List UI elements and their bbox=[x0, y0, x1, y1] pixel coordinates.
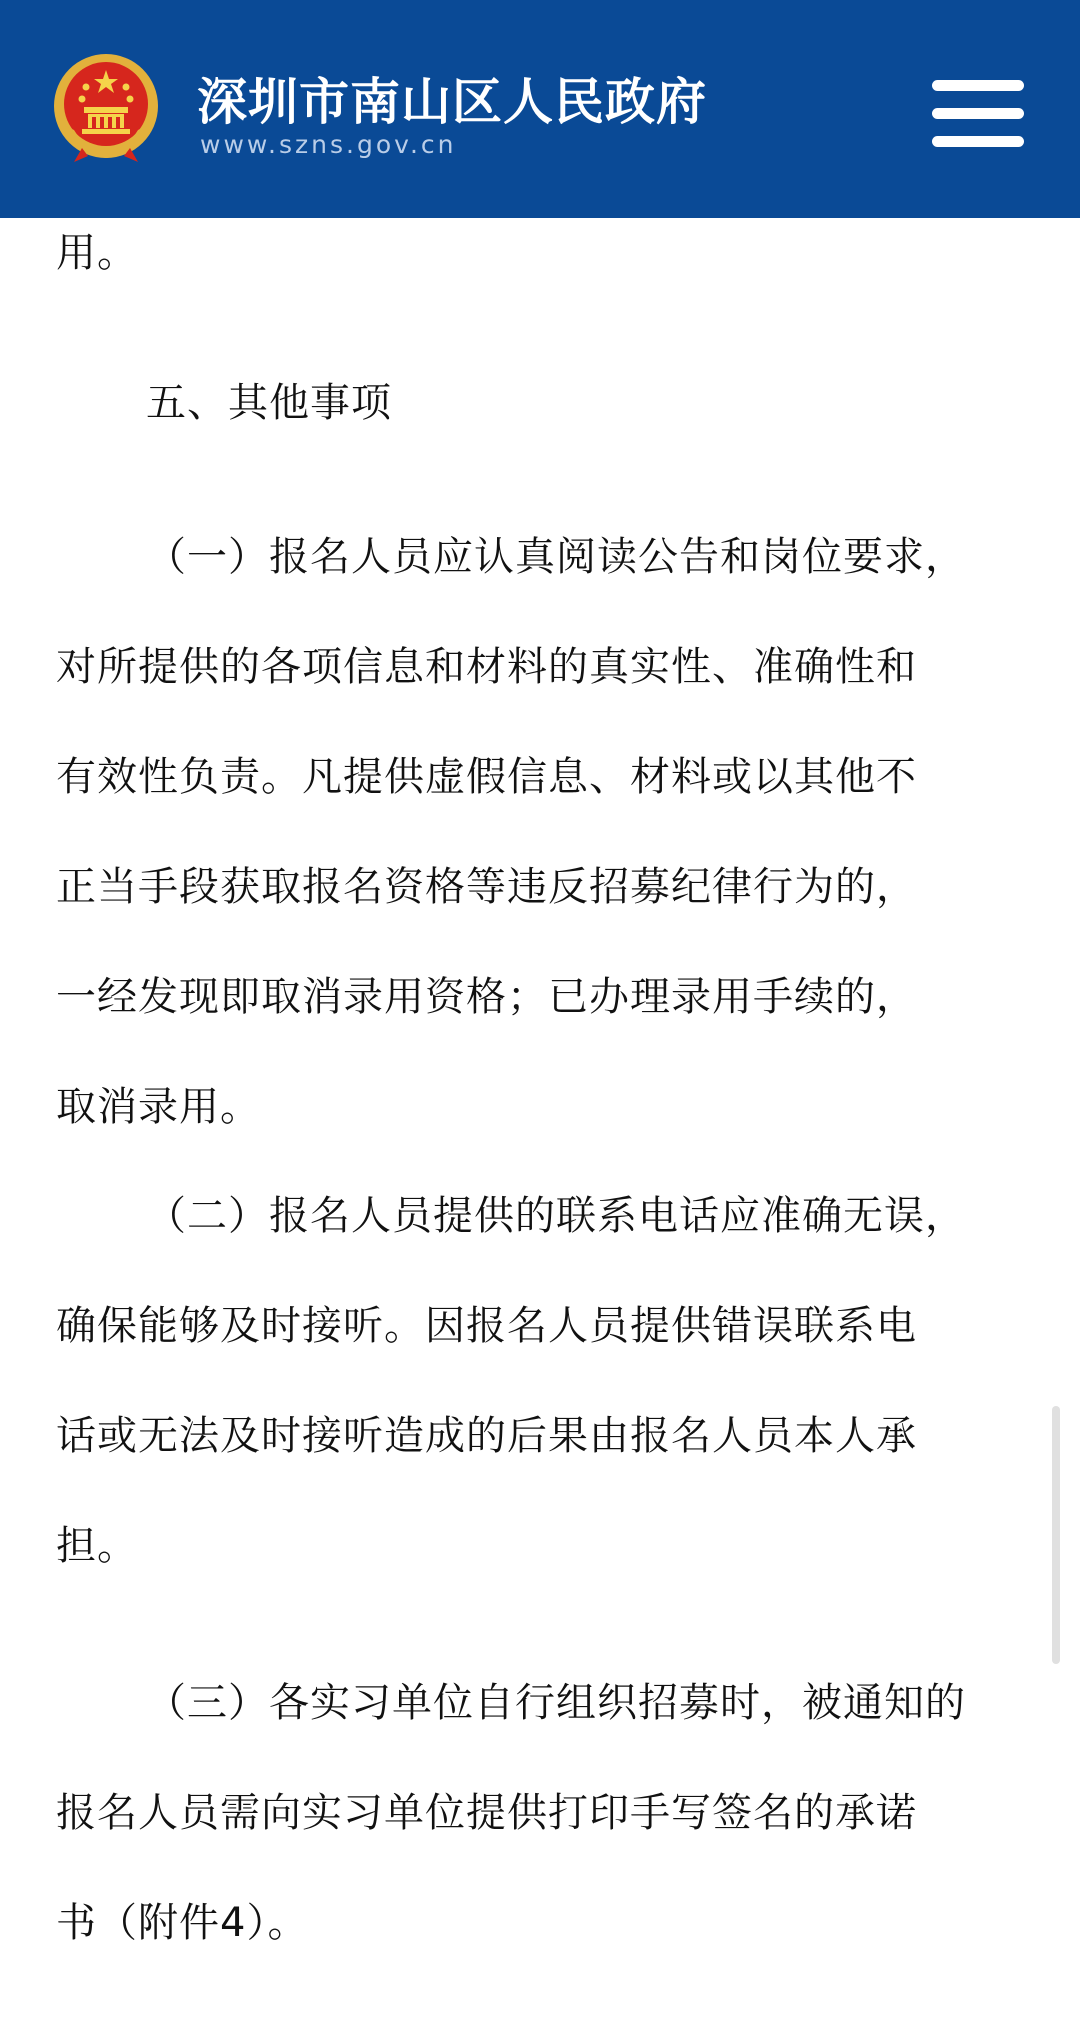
item1-line2: 对所提供的各项信息和材料的真实性、准确性和 bbox=[56, 644, 917, 690]
site-header bbox=[0, 0, 1080, 218]
item3-line3: 书（附件4）。 bbox=[56, 1900, 309, 1946]
menu-bar-middle bbox=[932, 108, 1024, 119]
item1-line4: 正当手段获取报名资格等违反招募纪律行为的， bbox=[56, 864, 917, 910]
site-title[interactable]: 深圳市南山区人民政府 bbox=[197, 72, 707, 131]
item3-line2: 报名人员需向实习单位提供打印手写签名的承诺 bbox=[56, 1790, 917, 1836]
item1-line1: （一）报名人员应认真阅读公告和岗位要求， bbox=[146, 534, 966, 580]
item3-line1: （三）各实习单位自行组织招募时，被通知的 bbox=[146, 1680, 966, 1726]
menu-bar-bottom bbox=[932, 136, 1024, 147]
item2-line2: 确保能够及时接听。因报名人员提供错误联系电 bbox=[56, 1303, 917, 1349]
item2-line3: 话或无法及时接听造成的后果由报名人员本人承 bbox=[56, 1413, 917, 1459]
paragraph-fragment: 用。 bbox=[56, 230, 138, 276]
section-heading: 五、其他事项 bbox=[146, 380, 392, 426]
item2-line1: （二）报名人员提供的联系电话应准确无误， bbox=[146, 1193, 966, 1239]
vertical-scrollbar[interactable] bbox=[1052, 1406, 1060, 1664]
item2-line4: 担。 bbox=[56, 1523, 138, 1569]
item1-line6: 取消录用。 bbox=[56, 1084, 261, 1130]
national-emblem-icon[interactable] bbox=[52, 52, 160, 164]
menu-bar-top bbox=[932, 80, 1024, 91]
item1-line5: 一经发现即取消录用资格；已办理录用手续的， bbox=[56, 974, 917, 1020]
hamburger-menu-icon[interactable] bbox=[928, 76, 1028, 152]
item1-line3: 有效性负责。凡提供虚假信息、材料或以其他不 bbox=[56, 754, 917, 800]
site-url[interactable]: www.szns.gov.cn bbox=[200, 130, 457, 159]
